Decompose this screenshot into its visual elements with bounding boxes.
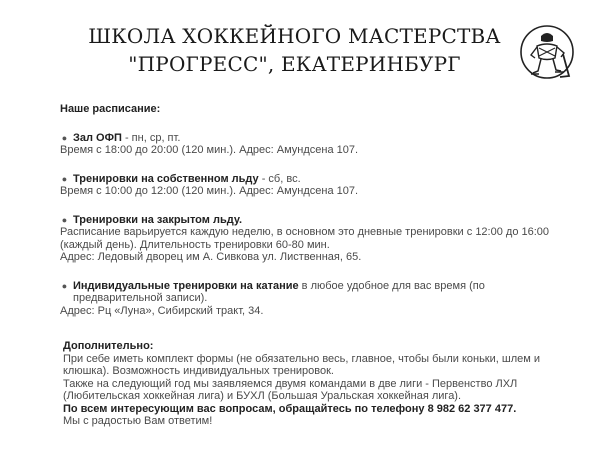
schedule-item-detail: (каждый день). Длительность тренировки 60-80 мин. [60, 238, 330, 251]
schedule-item [60, 214, 580, 264]
additional-text: (Любительская хоккейная лига) и БУХЛ (Большая Уральская хоккейная лига). [63, 390, 462, 402]
schedule-item-detail: Время с 10:00 до 12:00 (120 мин.). Адрес: Амундсена 107. [60, 185, 359, 197]
schedule-item-name: Тренировки на собственном льду [73, 172, 259, 185]
schedule-item-title [60, 173, 580, 186]
hockey-puck-icon: ● [61, 214, 68, 225]
schedule-item-days: - сб, вс. [258, 172, 301, 185]
schedule-item-detail: Время с 18:00 до 20:00 (120 мин.). Адрес: Амундсена 107. [60, 144, 359, 156]
schedule-item-name: Тренировки на закрытом льду. [73, 213, 243, 226]
schedule-item-detail: предварительной записи). [73, 292, 208, 304]
schedule-item-days: - пн, ср, пт. [121, 131, 181, 144]
additional-text: При себе иметь комплект формы (не обязательно весь, главное, чтобы были коньки, шлем и [63, 352, 540, 365]
schedule-item-address: Адрес: Ледовый дворец им А. Сивкова ул. Лиственная, 65. [60, 251, 362, 263]
schedule-item [60, 173, 580, 198]
schedule-item-name: Зал ОФП [73, 131, 122, 144]
additional-heading: Дополнительно: [63, 340, 154, 352]
schedule-item-days: в любое удобное для вас время (по [298, 279, 485, 292]
closing-text: Мы с радостью Вам ответим! [63, 415, 213, 427]
schedule-section [60, 103, 580, 333]
schedule-item-detail: Расписание варьируется каждую неделю, в основном это дневные тренировки с 12:00 до 16:00 [60, 226, 550, 238]
hockey-puck-icon: ● [61, 132, 68, 143]
schedule-item-title [60, 214, 580, 227]
schedule-item [60, 280, 580, 318]
hockey-puck-icon: ● [61, 280, 68, 291]
school-subtitle: "ПРОГРЕСС", ЕКАТЕРИНБУРГ [128, 52, 461, 76]
contact-phone-text: По всем интересующим вас вопросам, обращайтесь по телефону 8 982 62 377 477. [63, 402, 517, 415]
schedule-heading: Наше расписание: [60, 103, 161, 115]
additional-section [63, 340, 568, 428]
additional-text: клюшка). Возможность индивидуальных тренировок. [63, 365, 334, 377]
schedule-item-name: Индивидуальные тренировки на катание [73, 279, 299, 292]
hockey-player-logo-icon [519, 24, 575, 84]
schedule-item [60, 132, 580, 157]
hockey-puck-icon: ● [61, 173, 68, 184]
schedule-item-address: Адрес: Рц «Луна», Сибирский тракт, 34. [60, 304, 264, 317]
schedule-item-title [60, 132, 580, 145]
additional-text: Также на следующий год мы заявляемся двумя командами в две лиги - Первенство ЛХЛ [63, 377, 518, 390]
school-title: ШКОЛА ХОККЕЙНОГО МАСТЕРСТВА [88, 24, 501, 48]
schedule-item-title [60, 280, 580, 293]
